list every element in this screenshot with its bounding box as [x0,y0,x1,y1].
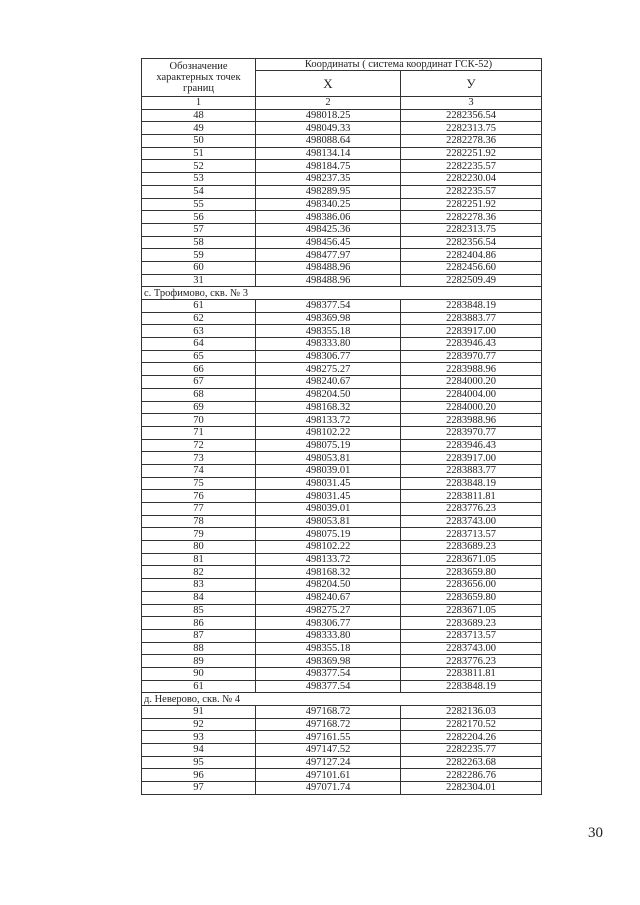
table-row [142,769,542,782]
point-id-cell: 50 [142,135,256,148]
table-row [142,490,542,503]
y-coordinate-cell: 2283811.81 [401,490,542,503]
y-coordinate-cell: 2284004.00 [401,388,542,401]
point-id-cell: 61 [142,680,256,693]
table-row [142,744,542,757]
x-coordinate-cell: 498049.33 [256,122,401,135]
y-coordinate-cell: 2283659.80 [401,591,542,604]
y-coordinate-cell: 2282235.57 [401,160,542,173]
y-coordinate-cell: 2282230.04 [401,173,542,186]
point-id-cell: 84 [142,591,256,604]
x-coordinate-cell: 498377.54 [256,300,401,313]
point-id-cell: 68 [142,388,256,401]
point-id-cell: 86 [142,617,256,630]
table-row [142,198,542,211]
table-row [142,211,542,224]
x-coordinate-cell: 498333.80 [256,338,401,351]
point-id-cell: 51 [142,147,256,160]
x-coordinate-cell: 498306.77 [256,617,401,630]
y-coordinate-cell: 2282509.49 [401,274,542,287]
table-row [142,388,542,401]
point-id-cell: 96 [142,769,256,782]
y-coordinate-cell: 2282356.54 [401,236,542,249]
table-row [142,464,542,477]
table-row [142,515,542,528]
y-coordinate-cell: 2283689.23 [401,617,542,630]
point-id-cell: 82 [142,566,256,579]
x-coordinate-cell: 498039.01 [256,464,401,477]
point-id-cell: 74 [142,464,256,477]
point-id-cell: 66 [142,363,256,376]
point-id-cell: 92 [142,718,256,731]
x-coordinate-cell: 498355.18 [256,642,401,655]
y-coordinate-cell: 2283656.00 [401,579,542,592]
point-id-cell: 56 [142,211,256,224]
table-row [142,579,542,592]
y-coordinate-cell: 2282286.76 [401,769,542,782]
table-row [142,122,542,135]
y-coordinate-cell: 2282251.92 [401,147,542,160]
x-coordinate-cell: 497147.52 [256,744,401,757]
x-coordinate-cell: 498133.72 [256,414,401,427]
y-coordinate-cell: 2283776.23 [401,655,542,668]
header-col-number-1: 1 [142,97,256,110]
table-row [142,617,542,630]
point-id-cell: 48 [142,109,256,122]
y-coordinate-cell: 2283671.05 [401,553,542,566]
table-row [142,667,542,680]
point-id-cell: 54 [142,185,256,198]
y-coordinate-cell: 2283848.19 [401,477,542,490]
y-coordinate-cell: 2283988.96 [401,414,542,427]
page-number: 30 [588,825,603,841]
point-id-cell: 63 [142,325,256,338]
y-coordinate-cell: 2282235.57 [401,185,542,198]
x-coordinate-cell: 498102.22 [256,541,401,554]
table-row [142,452,542,465]
x-coordinate-cell: 498102.22 [256,426,401,439]
table-row [142,312,542,325]
table-row [142,553,542,566]
table-row [142,782,542,795]
y-coordinate-cell: 2282313.75 [401,223,542,236]
y-coordinate-cell: 2283848.19 [401,300,542,313]
point-id-cell: 90 [142,667,256,680]
x-coordinate-cell: 498240.67 [256,376,401,389]
x-coordinate-cell: 498355.18 [256,325,401,338]
x-coordinate-cell: 497168.72 [256,718,401,731]
table-row [142,223,542,236]
x-coordinate-cell: 497127.24 [256,756,401,769]
table-row [142,414,542,427]
table-row [142,249,542,262]
table-row [142,160,542,173]
table-row [142,338,542,351]
table-row [142,401,542,414]
point-id-cell: 79 [142,528,256,541]
table-row [142,300,542,313]
y-coordinate-cell: 2282404.86 [401,249,542,262]
y-coordinate-cell: 2283743.00 [401,642,542,655]
x-coordinate-cell: 498386.06 [256,211,401,224]
y-coordinate-cell: 2282136.03 [401,706,542,719]
y-coordinate-cell: 2283970.77 [401,350,542,363]
point-id-cell: 97 [142,782,256,795]
y-coordinate-cell: 2283917.00 [401,452,542,465]
group-title: д. Неверово, скв. № 4 [142,693,542,706]
table-row [142,629,542,642]
x-coordinate-cell: 498053.81 [256,452,401,465]
x-coordinate-cell: 498289.95 [256,185,401,198]
point-id-cell: 88 [142,642,256,655]
header-x: X [256,71,401,97]
header-y: У [401,71,542,97]
table-row [142,261,542,274]
x-coordinate-cell: 498204.50 [256,579,401,592]
table-row [142,604,542,617]
group-row [142,287,542,300]
table-row [142,426,542,439]
table-row [142,185,542,198]
point-id-cell: 75 [142,477,256,490]
y-coordinate-cell: 2282278.36 [401,211,542,224]
table-row [142,363,542,376]
x-coordinate-cell: 497071.74 [256,782,401,795]
group-row [142,693,542,706]
table-row [142,680,542,693]
x-coordinate-cell: 498075.19 [256,528,401,541]
point-id-cell: 73 [142,452,256,465]
x-coordinate-cell: 498488.96 [256,274,401,287]
y-coordinate-cell: 2283946.43 [401,439,542,452]
y-coordinate-cell: 2284000.20 [401,401,542,414]
x-coordinate-cell: 498240.67 [256,591,401,604]
point-id-cell: 61 [142,300,256,313]
x-coordinate-cell: 497168.72 [256,706,401,719]
point-id-cell: 87 [142,629,256,642]
table-row [142,109,542,122]
point-id-cell: 95 [142,756,256,769]
table-row [142,528,542,541]
x-coordinate-cell: 498204.50 [256,388,401,401]
point-id-cell: 93 [142,731,256,744]
x-coordinate-cell: 498039.01 [256,503,401,516]
header-designation: Обозначение характерных точек границ [142,59,256,97]
y-coordinate-cell: 2282313.75 [401,122,542,135]
y-coordinate-cell: 2283811.81 [401,667,542,680]
y-coordinate-cell: 2283659.80 [401,566,542,579]
y-coordinate-cell: 2283917.00 [401,325,542,338]
point-id-cell: 31 [142,274,256,287]
header-col-number-3: 3 [401,97,542,110]
table-row [142,756,542,769]
table-body [142,109,542,794]
x-coordinate-cell: 498477.97 [256,249,401,262]
table-row [142,350,542,363]
x-coordinate-cell: 498333.80 [256,629,401,642]
x-coordinate-cell: 497161.55 [256,731,401,744]
point-id-cell: 89 [142,655,256,668]
point-id-cell: 85 [142,604,256,617]
point-id-cell: 64 [142,338,256,351]
coordinates-table [141,58,542,795]
point-id-cell: 69 [142,401,256,414]
point-id-cell: 78 [142,515,256,528]
table-row [142,439,542,452]
y-coordinate-cell: 2282235.77 [401,744,542,757]
y-coordinate-cell: 2282356.54 [401,109,542,122]
x-coordinate-cell: 498377.54 [256,667,401,680]
header-col-number-2: 2 [256,97,401,110]
y-coordinate-cell: 2282251.92 [401,198,542,211]
y-coordinate-cell: 2282170.52 [401,718,542,731]
x-coordinate-cell: 498053.81 [256,515,401,528]
point-id-cell: 67 [142,376,256,389]
point-id-cell: 62 [142,312,256,325]
x-coordinate-cell: 498377.54 [256,680,401,693]
x-coordinate-cell: 498369.98 [256,655,401,668]
table-row [142,147,542,160]
point-id-cell: 53 [142,173,256,186]
table-row [142,135,542,148]
y-coordinate-cell: 2282278.36 [401,135,542,148]
y-coordinate-cell: 2283883.77 [401,464,542,477]
x-coordinate-cell: 498134.14 [256,147,401,160]
point-id-cell: 57 [142,223,256,236]
y-coordinate-cell: 2283776.23 [401,503,542,516]
point-id-cell: 76 [142,490,256,503]
point-id-cell: 55 [142,198,256,211]
y-coordinate-cell: 2283743.00 [401,515,542,528]
y-coordinate-cell: 2282263.68 [401,756,542,769]
table-row [142,503,542,516]
x-coordinate-cell: 498237.35 [256,173,401,186]
x-coordinate-cell: 498369.98 [256,312,401,325]
x-coordinate-cell: 498075.19 [256,439,401,452]
x-coordinate-cell: 497101.61 [256,769,401,782]
point-id-cell: 52 [142,160,256,173]
table-row [142,591,542,604]
table-row [142,477,542,490]
table-row [142,718,542,731]
x-coordinate-cell: 498306.77 [256,350,401,363]
y-coordinate-cell: 2283988.96 [401,363,542,376]
x-coordinate-cell: 498456.45 [256,236,401,249]
group-title: с. Трофимово, скв. № 3 [142,287,542,300]
point-id-cell: 72 [142,439,256,452]
table-row [142,706,542,719]
y-coordinate-cell: 2282304.01 [401,782,542,795]
x-coordinate-cell: 498133.72 [256,553,401,566]
y-coordinate-cell: 2282456.60 [401,261,542,274]
point-id-cell: 65 [142,350,256,363]
table-row [142,236,542,249]
x-coordinate-cell: 498340.25 [256,198,401,211]
y-coordinate-cell: 2283689.23 [401,541,542,554]
x-coordinate-cell: 498168.32 [256,566,401,579]
x-coordinate-cell: 498168.32 [256,401,401,414]
y-coordinate-cell: 2283946.43 [401,338,542,351]
table-row [142,274,542,287]
point-id-cell: 59 [142,249,256,262]
y-coordinate-cell: 2284000.20 [401,376,542,389]
point-id-cell: 71 [142,426,256,439]
table-row [142,173,542,186]
x-coordinate-cell: 498488.96 [256,261,401,274]
point-id-cell: 83 [142,579,256,592]
x-coordinate-cell: 498088.64 [256,135,401,148]
x-coordinate-cell: 498275.27 [256,363,401,376]
y-coordinate-cell: 2283883.77 [401,312,542,325]
y-coordinate-cell: 2283713.57 [401,528,542,541]
y-coordinate-cell: 2283713.57 [401,629,542,642]
x-coordinate-cell: 498018.25 [256,109,401,122]
table-header [142,59,542,110]
table-row [142,541,542,554]
x-coordinate-cell: 498425.36 [256,223,401,236]
point-id-cell: 60 [142,261,256,274]
point-id-cell: 49 [142,122,256,135]
table-row [142,566,542,579]
x-coordinate-cell: 498184.75 [256,160,401,173]
point-id-cell: 91 [142,706,256,719]
point-id-cell: 81 [142,553,256,566]
header-coordinates: Координаты ( система координат ГСК-52) [256,59,542,71]
x-coordinate-cell: 498275.27 [256,604,401,617]
point-id-cell: 94 [142,744,256,757]
point-id-cell: 70 [142,414,256,427]
y-coordinate-cell: 2283970.77 [401,426,542,439]
table-row [142,655,542,668]
table-row [142,642,542,655]
point-id-cell: 80 [142,541,256,554]
y-coordinate-cell: 2282204.26 [401,731,542,744]
y-coordinate-cell: 2283848.19 [401,680,542,693]
x-coordinate-cell: 498031.45 [256,490,401,503]
table-row [142,731,542,744]
point-id-cell: 58 [142,236,256,249]
table-row [142,376,542,389]
table-row [142,325,542,338]
y-coordinate-cell: 2283671.05 [401,604,542,617]
point-id-cell: 77 [142,503,256,516]
x-coordinate-cell: 498031.45 [256,477,401,490]
